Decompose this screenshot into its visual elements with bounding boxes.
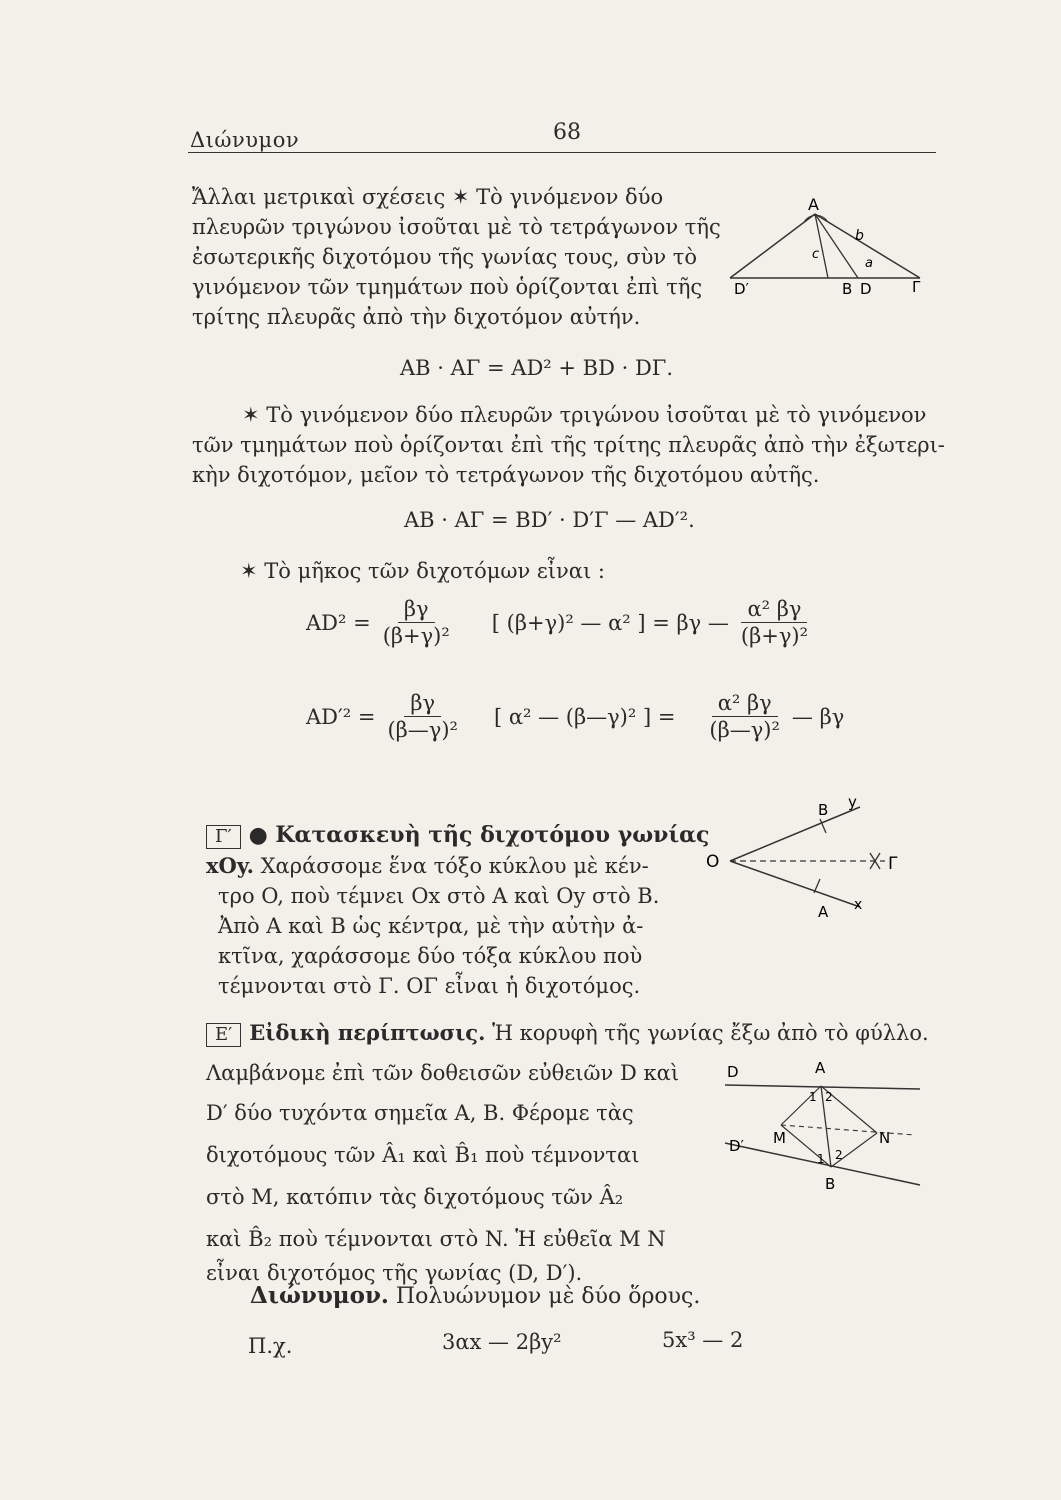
label-A: A: [815, 1059, 826, 1077]
eq4-middle: [ α² — (β—γ)² ] =: [493, 704, 676, 729]
bisector-lines-figure: [715, 1055, 930, 1195]
label-M: M: [773, 1129, 786, 1147]
eq3-f1-denominator: (β+γ)²: [382, 624, 450, 648]
definition-term: Διώνυμον.: [250, 1282, 389, 1309]
metric-line: ἐσωτερικῆς διχοτόμου τῆς γωνίας τους, σὺν τὸ: [192, 245, 698, 269]
example-label: Π.χ.: [248, 1334, 293, 1358]
label-angle-1: 1: [809, 1090, 817, 1104]
special-line: διχοτόμους τῶν Â₁ καὶ B̂₁ ποὺ τέμνονται: [206, 1143, 640, 1167]
header-title: Διώνυμον: [190, 128, 300, 152]
length-intro: ✶ Τὸ μῆκος τῶν διχοτόμων εἶναι :: [240, 559, 605, 583]
section-box-gamma: Γ′: [206, 825, 241, 849]
special-line: Λαμβάνομε ἐπὶ τῶν δοθεισῶν εὐθειῶν D καὶ: [206, 1061, 680, 1085]
label-B: B: [842, 280, 853, 298]
equation-2: AB · AΓ = BD′ · D′Γ — AD′².: [404, 508, 695, 532]
special-title-rest: Ἡ κορυφὴ τῆς γωνίας ἔξω ἀπὸ τὸ φύλλο.: [485, 1021, 929, 1045]
label-c: c: [812, 247, 820, 262]
eq4-lhs: AD′² =: [306, 704, 376, 729]
special-line: καὶ B̂₂ ποὺ τέμνονται στὸ N. Ἡ εὐθεῖα M N: [206, 1227, 666, 1251]
metric-paragraph: [192, 182, 721, 332]
label-A: A: [818, 903, 829, 921]
eq4-tail: — βγ: [791, 704, 845, 729]
label-O: O: [706, 852, 720, 872]
definition-text: Πολυώνυμον μὲ δύο ὅρους.: [388, 1284, 701, 1309]
eq3-middle: [ (β+γ)² — α² ] = βγ —: [491, 610, 729, 635]
eq4-f2-numerator: α² βγ: [712, 690, 778, 717]
construction-line: τέμνονται στὸ Γ. OΓ εἶναι ἡ διχοτόμος.: [218, 974, 641, 998]
eq4-f2-denominator: (β—γ)²: [709, 718, 780, 742]
eq4-f1-numerator: βγ: [404, 690, 441, 717]
construction-line: xOy. Χαράσσομε ἕνα τόξο κύκλου μὲ κέν-: [206, 853, 649, 878]
example-2: 5x³ — 2: [662, 1328, 744, 1352]
eq4-fraction-2: [703, 690, 786, 743]
eq3-fraction-2: [735, 596, 814, 649]
example-1: 3αx — 2βy²: [442, 1330, 562, 1354]
special-line: στὸ M, κατόπιν τὰς διχοτόμους τῶν Â₂: [206, 1185, 624, 1209]
angle-bisector-figure: [700, 795, 930, 925]
paragraph-line: ✶ Τὸ γινόμενον δύο πλευρῶν τριγώνου ἰσοῦται μὲ τὸ γινόμενον: [242, 403, 927, 427]
header-rule: [188, 152, 936, 153]
label-D: D: [727, 1063, 739, 1081]
construction-section: [206, 820, 709, 1001]
eq3-f2-numerator: α² βγ: [741, 596, 807, 623]
eq3-f2-denominator: (β+γ)²: [740, 624, 808, 648]
label-angle-1b: 1: [817, 1152, 825, 1166]
construction-heading: [206, 820, 709, 851]
construction-line: κτῖνα, χαράσσομε δύο τόξα κύκλου ποὺ: [218, 944, 643, 968]
label-Dprime: D′: [734, 280, 749, 298]
equation-4: [306, 690, 844, 743]
label-B: B: [825, 1175, 836, 1193]
triangle-figure: [720, 192, 935, 302]
equation-1: AB · AΓ = AD² + BD · DΓ.: [400, 356, 674, 380]
label-a: a: [865, 256, 873, 271]
eq3-f1-numerator: βγ: [398, 596, 435, 623]
label-y: y: [848, 795, 857, 811]
construction-title: ● Κατασκευὴ τῆς διχοτόμου γωνίας: [248, 822, 710, 848]
label-Gamma: Γ: [912, 278, 921, 296]
construction-line: τρο O, ποὺ τέμνει Ox στὸ A καὶ Oy στὸ B.: [218, 884, 660, 908]
label-A: A: [808, 195, 819, 214]
eq3-fraction-1: [377, 596, 456, 649]
label-Gamma: Γ: [888, 854, 898, 874]
paragraph-line: τῶν τμημάτων ποὺ ὁρίζονται ἐπὶ τῆς τρίτης πλευρᾶς ἀπὸ τὴν ἐξωτερι-: [192, 433, 945, 457]
definition: [250, 1282, 700, 1309]
page-number: 68: [553, 120, 581, 145]
metric-line: τρίτης πλευρᾶς ἀπὸ τὴν διχοτόμον αὐτήν.: [192, 305, 641, 329]
equation-3: [306, 596, 820, 649]
eq3-lhs: AD² =: [306, 610, 371, 635]
eq4-fraction-1: [381, 690, 464, 743]
metric-line: πλευρῶν τριγώνου ἰσοῦται μὲ τὸ τετράγωνον τῆς: [192, 215, 721, 239]
special-heading: [206, 1018, 929, 1048]
external-bisector-paragraph: [192, 400, 945, 490]
special-line: D′ δύο τυχόντα σημεῖα A, B. Φέρομε τὰς: [206, 1101, 634, 1125]
label-angle-2b: 2: [835, 1148, 843, 1162]
label-B: B: [818, 801, 829, 819]
label-Dprime: D′: [729, 1137, 744, 1155]
section-box-epsilon: E′: [206, 1023, 241, 1047]
construction-line: Ἀπὸ A καὶ B ὡς κέντρα, μὲ τὴν αὐτὴν ἀ-: [218, 914, 644, 938]
label-x: x: [854, 897, 863, 913]
metric-line: Ἄλλαι μετρικαὶ σχέσεις ✶ Τὸ γινόμενον δύο: [192, 185, 664, 209]
special-title: Εἰδικὴ περίπτωσις.: [249, 1020, 486, 1045]
label-angle-2: 2: [825, 1090, 833, 1104]
label-N: N: [879, 1129, 891, 1147]
paragraph-line: κὴν διχοτόμον, μεῖον τὸ τετράγωνον τῆς διχοτόμου αὐτῆς.: [192, 463, 820, 487]
special-line: εἶναι διχοτόμος τῆς γωνίας (D, D′).: [206, 1261, 583, 1285]
label-D: D: [860, 280, 872, 298]
metric-line: γινόμενον τῶν τμημάτων ποὺ ὁρίζονται ἐπὶ τῆς: [192, 275, 703, 299]
eq4-f1-denominator: (β—γ)²: [387, 718, 458, 742]
label-b: b: [855, 228, 864, 244]
